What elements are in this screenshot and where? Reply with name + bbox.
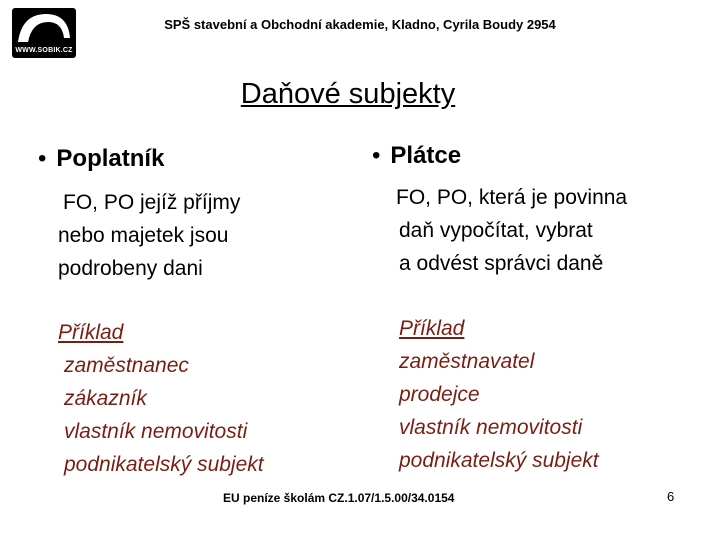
slide-title: Daňové subjekty [240, 78, 456, 110]
example-item: vlastník nemovitosti [64, 420, 248, 443]
project-footer: EU peníze školám CZ.1.07/1.5.00/34.0154 [223, 491, 455, 505]
school-header: SPŠ stavební a Obchodní akademie, Kladno, Cyrila Boudy 2954 [164, 17, 556, 32]
bullet-poplatnik-label: Poplatník [56, 145, 165, 172]
bullet-platce-label: Plátce [390, 142, 462, 169]
example-heading: Příklad [399, 317, 465, 340]
bullet-dot: • [372, 142, 381, 169]
poplatnik-description [58, 186, 240, 285]
logo-text: WWW.SOBIK.CZ [15, 47, 73, 54]
example-item: podnikatelský subjekt [399, 449, 599, 472]
platce-examples [399, 312, 599, 477]
example-item: podnikatelský subjekt [64, 453, 264, 476]
example-item: zákazník [64, 387, 147, 410]
example-heading: Příklad [58, 321, 124, 344]
description-line: a odvést správci daně [399, 252, 604, 275]
bullet-platce [372, 142, 461, 170]
school-logo [12, 8, 76, 58]
description-line: podrobeny dani [58, 257, 203, 280]
description-line: nebo majetek jsou [58, 224, 229, 247]
platce-description [396, 181, 627, 280]
description-line: FO, PO jejíž příjmy [63, 191, 241, 214]
description-line: FO, PO, která je povinna [396, 186, 628, 209]
poplatnik-examples [58, 316, 264, 481]
bullet-dot: • [38, 145, 47, 172]
page-number: 6 [667, 489, 675, 504]
example-item: zaměstnavatel [399, 350, 535, 373]
bullet-poplatnik [38, 145, 164, 173]
description-line: daň vypočítat, vybrat [399, 219, 593, 242]
example-item: prodejce [399, 383, 480, 406]
example-item: vlastník nemovitosti [399, 416, 583, 439]
example-item: zaměstnanec [64, 354, 189, 377]
